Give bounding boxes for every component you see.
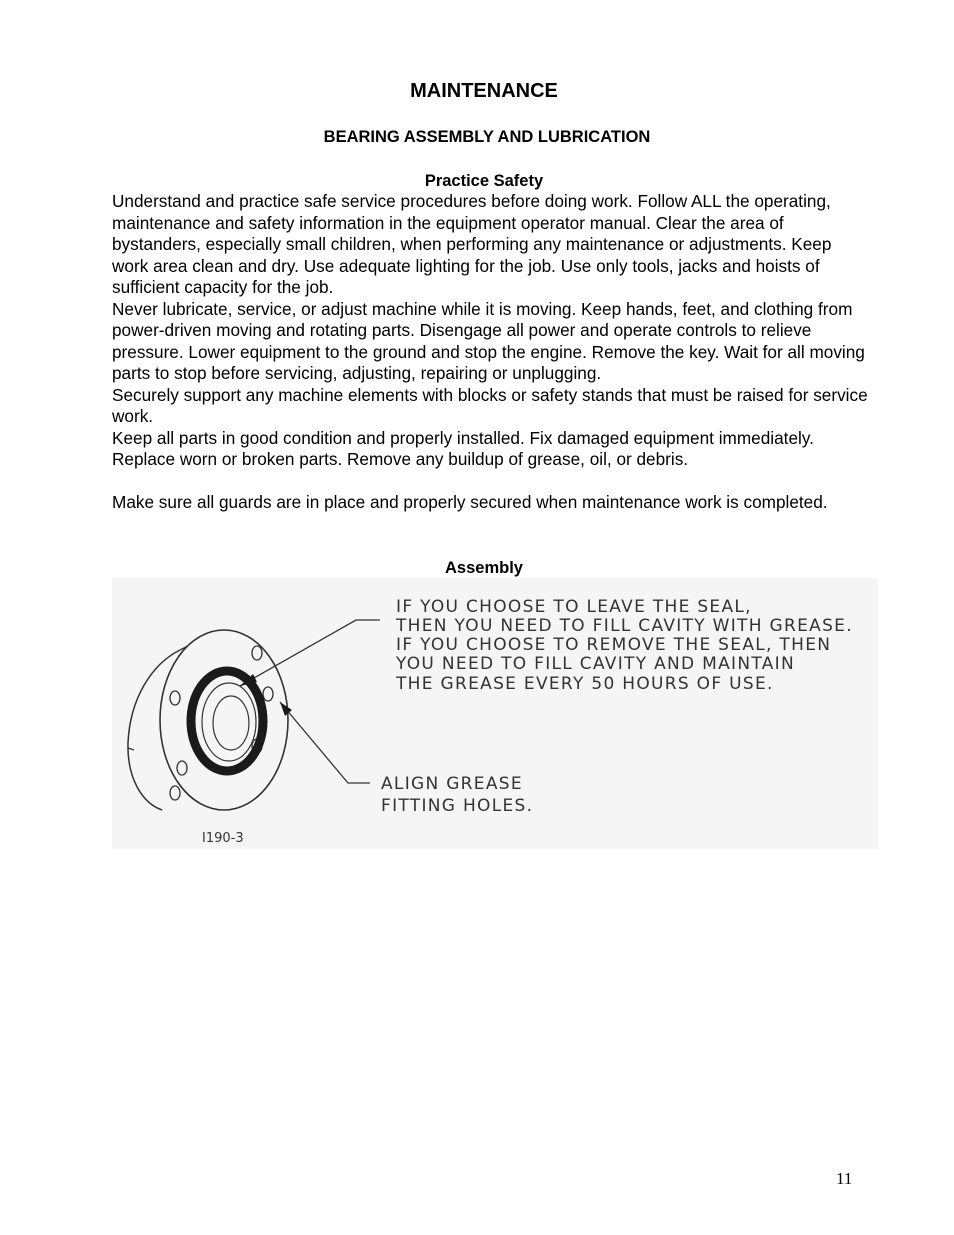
align-note-line: FITTING HOLES.: [381, 796, 534, 816]
seal-note-line: YOU NEED TO FILL CAVITY AND MAINTAIN: [396, 654, 796, 674]
seal-note-line: IF YOU CHOOSE TO LEAVE THE SEAL,: [396, 597, 752, 617]
bearing-flange-notch: [128, 748, 134, 750]
bearing-diagram: [112, 578, 878, 849]
paragraph-spacer: [112, 471, 872, 493]
figure-id: I190-3: [202, 831, 244, 846]
seal-note: [395, 597, 860, 694]
safety-paragraph: Make sure all guards are in place and properly secured when maintenance work is completed.: [112, 492, 828, 512]
safety-text: [112, 191, 872, 514]
assembly-heading: Assembly: [445, 559, 523, 577]
bearing-assembly-figure: [112, 578, 878, 849]
page-number: 11: [836, 1169, 853, 1188]
safety-paragraph: Keep all parts in good condition and properly installed. Fix damaged equipment immediately. Replace worn or broken parts. Remove any buildup of grease, oil, or debris.: [112, 427, 814, 469]
page-title: MAINTENANCE: [410, 80, 558, 102]
seal-note-line: THEN YOU NEED TO FILL CAVITY WITH GREASE.: [396, 616, 853, 636]
align-note: [381, 774, 533, 816]
seal-note-line: THE GREASE EVERY 50 HOURS OF USE.: [396, 674, 774, 694]
align-note-line: ALIGN GREASE: [381, 774, 523, 794]
safety-paragraph: Understand and practice safe service procedures before doing work. Follow ALL the operating, maintenance and safety information in the equipment operator manual. Clear the area of bystanders, especially small children, when performing any maintenance or adjustments. Keep work area clean and dry. Use adequate lighting for the job. Use only tools, jacks and hoists of sufficient capacity for the job.: [112, 191, 832, 297]
seal-note-line: IF YOU CHOOSE TO REMOVE THE SEAL, THEN: [396, 635, 832, 655]
safety-paragraph: Never lubricate, service, or adjust machine while it is moving. Keep hands, feet, and clothing from power-driven moving and rotating parts. Disengage all power and operate controls to relieve pressure. Lower equipment to the ground and stop the engine. Remove the key. Wait for all moving parts to stop before servicing, adjusting, repairing or unplugging.: [112, 298, 865, 383]
practice-safety-heading: Practice Safety: [424, 172, 544, 190]
safety-paragraph: Securely support any machine elements with blocks or safety stands that must be raised for service work.: [112, 384, 868, 426]
bolt-hole: [170, 786, 180, 800]
section-title: BEARING ASSEMBLY AND LUBRICATION: [323, 128, 651, 146]
align-leader-line: [280, 702, 370, 783]
bearing-flange-face: [160, 630, 288, 810]
